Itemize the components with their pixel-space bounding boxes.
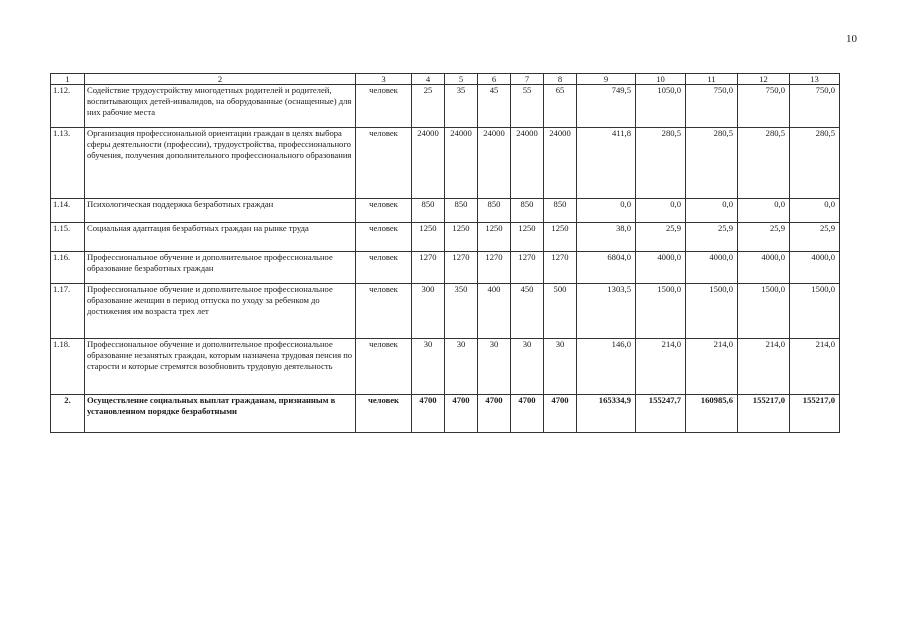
indicator-cell: 4700 [544, 395, 577, 433]
funding-cell: 214,0 [686, 339, 738, 395]
column-header: 7 [511, 74, 544, 85]
funding-cell: 411,8 [577, 128, 636, 199]
indicator-cell: 24000 [511, 128, 544, 199]
column-header: 2 [85, 74, 356, 85]
unit-cell: человек [356, 284, 412, 339]
funding-cell: 4000,0 [686, 252, 738, 284]
indicator-cell: 4700 [478, 395, 511, 433]
funding-cell: 4000,0 [790, 252, 840, 284]
indicator-cell: 30 [544, 339, 577, 395]
indicator-cell: 24000 [412, 128, 445, 199]
indicator-cell: 300 [412, 284, 445, 339]
measure-name: Психологическая поддержка безработных граждан [85, 199, 356, 223]
funding-cell: 280,5 [686, 128, 738, 199]
indicator-cell: 1270 [511, 252, 544, 284]
measure-name: Организация профессиональной ориентации граждан в целях выбора сферы деятельности (профессии), трудоустройства, профессионального обучения, получения дополнительного профессионального образования [85, 128, 356, 199]
column-header: 12 [738, 74, 790, 85]
indicator-cell: 4700 [445, 395, 478, 433]
indicator-cell: 4700 [511, 395, 544, 433]
funding-cell: 280,5 [790, 128, 840, 199]
funding-cell: 155247,7 [636, 395, 686, 433]
unit-cell: человек [356, 395, 412, 433]
funding-cell: 1500,0 [790, 284, 840, 339]
indicator-cell: 1250 [412, 223, 445, 252]
column-header: 13 [790, 74, 840, 85]
unit-cell: человек [356, 85, 412, 128]
indicator-cell: 55 [511, 85, 544, 128]
indicator-cell: 25 [412, 85, 445, 128]
funding-cell: 25,9 [790, 223, 840, 252]
column-header: 5 [445, 74, 478, 85]
indicator-cell: 850 [412, 199, 445, 223]
indicator-cell: 1270 [412, 252, 445, 284]
funding-cell: 1500,0 [738, 284, 790, 339]
indicator-cell: 1250 [511, 223, 544, 252]
funding-cell: 1500,0 [686, 284, 738, 339]
measure-name: Профессиональное обучение и дополнительное профессиональное образование незанятых граждан, которым назначена трудовая пенсия по старости и которые стремятся возобновить трудовую деятельность [85, 339, 356, 395]
indicator-cell: 450 [511, 284, 544, 339]
funding-cell: 750,0 [738, 85, 790, 128]
indicator-cell: 30 [412, 339, 445, 395]
funding-cell: 280,5 [636, 128, 686, 199]
table-row [51, 223, 840, 252]
funding-cell: 749,5 [577, 85, 636, 128]
row-number: 1.14. [51, 199, 85, 223]
indicator-cell: 24000 [544, 128, 577, 199]
indicator-cell: 1270 [478, 252, 511, 284]
indicator-cell: 400 [478, 284, 511, 339]
indicator-cell: 24000 [478, 128, 511, 199]
funding-cell: 4000,0 [738, 252, 790, 284]
funding-cell: 25,9 [636, 223, 686, 252]
funding-cell: 146,0 [577, 339, 636, 395]
indicator-cell: 1250 [544, 223, 577, 252]
funding-cell: 0,0 [686, 199, 738, 223]
funding-cell: 0,0 [636, 199, 686, 223]
funding-cell: 280,5 [738, 128, 790, 199]
indicator-cell: 30 [445, 339, 478, 395]
row-number: 1.13. [51, 128, 85, 199]
funding-cell: 214,0 [790, 339, 840, 395]
column-header: 3 [356, 74, 412, 85]
table-row [51, 252, 840, 284]
measure-name: Профессиональное обучение и дополнительное профессиональное образование безработных граждан [85, 252, 356, 284]
measure-name: Осуществление социальных выплат гражданам, признанным в установленном порядке безработными [85, 395, 356, 433]
row-number: 1.16. [51, 252, 85, 284]
indicator-cell: 850 [544, 199, 577, 223]
funding-cell: 750,0 [790, 85, 840, 128]
column-header: 9 [577, 74, 636, 85]
header-row [51, 74, 840, 85]
unit-cell: человек [356, 223, 412, 252]
indicator-cell: 35 [445, 85, 478, 128]
indicator-cell: 1270 [544, 252, 577, 284]
funding-cell: 1303,5 [577, 284, 636, 339]
table-row [51, 199, 840, 223]
indicator-cell: 850 [478, 199, 511, 223]
indicator-cell: 850 [511, 199, 544, 223]
table-row [51, 85, 840, 128]
funding-cell: 38,0 [577, 223, 636, 252]
table-row [51, 284, 840, 339]
indicator-cell: 4700 [412, 395, 445, 433]
unit-cell: человек [356, 128, 412, 199]
column-header: 11 [686, 74, 738, 85]
indicator-cell: 45 [478, 85, 511, 128]
funding-cell: 4000,0 [636, 252, 686, 284]
funding-cell: 214,0 [636, 339, 686, 395]
row-number: 1.12. [51, 85, 85, 128]
measure-name: Профессиональное обучение и дополнительное профессиональное образование женщин в период отпуска по уходу за ребенком до достижения им возраста трех лет [85, 284, 356, 339]
row-number: 1.18. [51, 339, 85, 395]
table-row [51, 128, 840, 199]
program-table [50, 73, 840, 433]
funding-cell: 155217,0 [790, 395, 840, 433]
table-row [51, 395, 840, 433]
funding-cell: 155217,0 [738, 395, 790, 433]
column-header: 6 [478, 74, 511, 85]
funding-cell: 750,0 [686, 85, 738, 128]
indicator-cell: 1250 [445, 223, 478, 252]
measure-name: Социальная адаптация безработных граждан на рынке труда [85, 223, 356, 252]
funding-cell: 0,0 [790, 199, 840, 223]
funding-cell: 25,9 [738, 223, 790, 252]
funding-cell: 160985,6 [686, 395, 738, 433]
indicator-cell: 350 [445, 284, 478, 339]
funding-cell: 25,9 [686, 223, 738, 252]
indicator-cell: 24000 [445, 128, 478, 199]
funding-cell: 165334,9 [577, 395, 636, 433]
indicator-cell: 1270 [445, 252, 478, 284]
unit-cell: человек [356, 339, 412, 395]
indicator-cell: 30 [511, 339, 544, 395]
column-header: 8 [544, 74, 577, 85]
unit-cell: человек [356, 252, 412, 284]
column-header: 10 [636, 74, 686, 85]
indicator-cell: 500 [544, 284, 577, 339]
indicator-cell: 30 [478, 339, 511, 395]
unit-cell: человек [356, 199, 412, 223]
row-number: 1.15. [51, 223, 85, 252]
column-header: 1 [51, 74, 85, 85]
page-number: 10 [846, 33, 857, 45]
funding-cell: 1500,0 [636, 284, 686, 339]
funding-cell: 0,0 [577, 199, 636, 223]
funding-cell: 214,0 [738, 339, 790, 395]
row-number: 2. [51, 395, 85, 433]
indicator-cell: 1250 [478, 223, 511, 252]
indicator-cell: 65 [544, 85, 577, 128]
indicator-cell: 850 [445, 199, 478, 223]
column-header: 4 [412, 74, 445, 85]
funding-cell: 6804,0 [577, 252, 636, 284]
measure-name: Содействие трудоустройству многодетных родителей и родителей, воспитывающих детей-инвалидов, на оборудованные (оснащенные) для них рабочие места [85, 85, 356, 128]
funding-cell: 1050,0 [636, 85, 686, 128]
table-row [51, 339, 840, 395]
funding-cell: 0,0 [738, 199, 790, 223]
row-number: 1.17. [51, 284, 85, 339]
